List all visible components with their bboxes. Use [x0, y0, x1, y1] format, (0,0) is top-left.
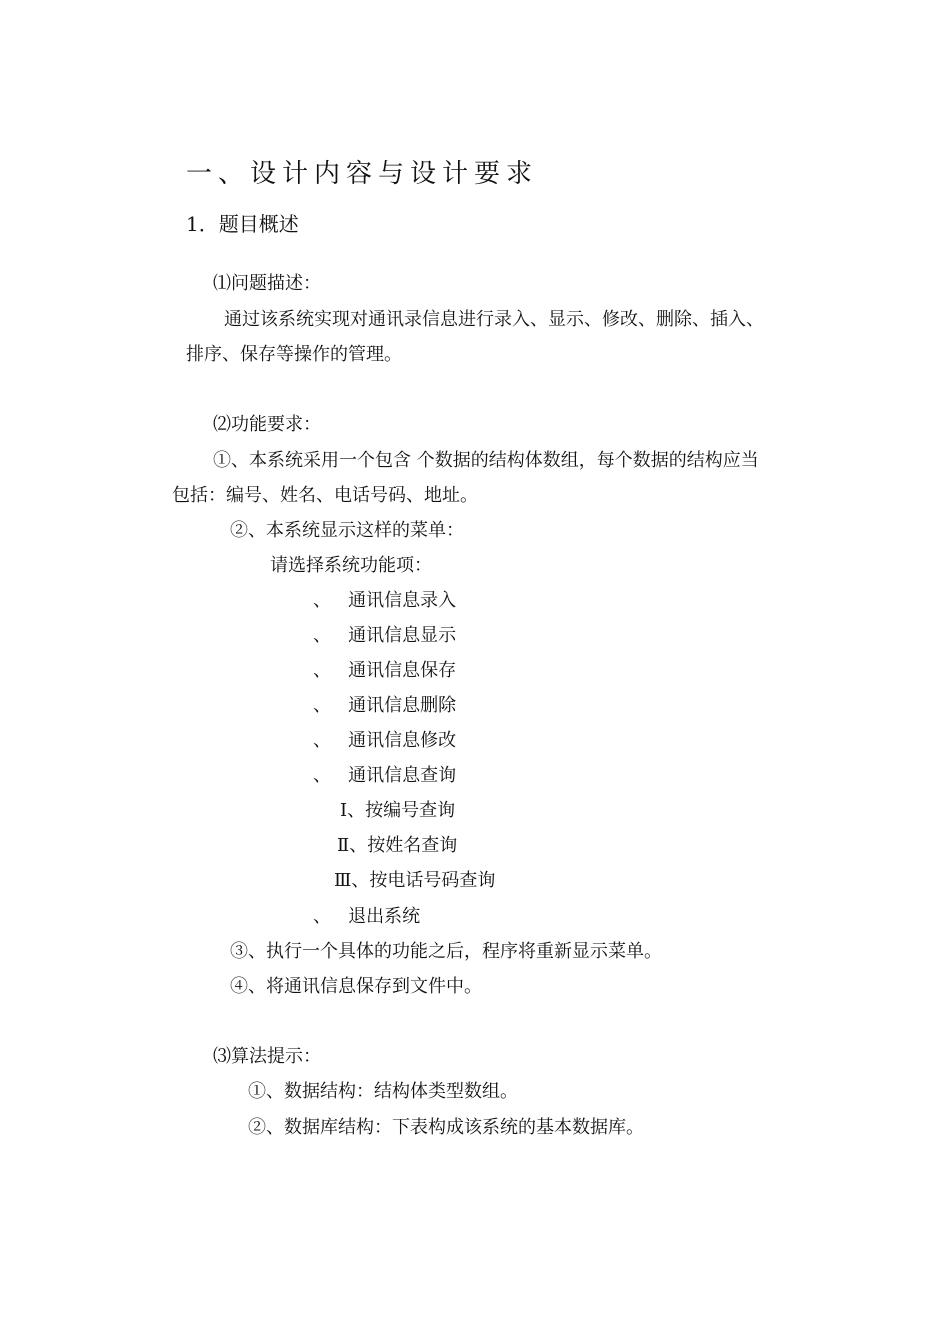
problem-description-line1: 通过该系统实现对通讯录信息进行录入、显示、修改、删除、插入、	[224, 309, 764, 330]
document-title: 一、设计内容与设计要求	[186, 159, 539, 189]
algorithm-hint-2: ②、数据库结构：下表构成该系统的基本数据库。	[248, 1117, 644, 1138]
requirement-2: ②、本系统显示这样的菜单：	[230, 520, 464, 541]
menu-item-modify: 、 通讯信息修改	[313, 730, 457, 751]
menu-item-display: 、 通讯信息显示	[313, 625, 457, 646]
function-requirements-heading: ⑵功能要求：	[213, 414, 321, 435]
requirement-4: ④、将通讯信息保存到文件中。	[230, 976, 482, 997]
menu-item-delete: 、 通讯信息删除	[313, 695, 457, 716]
submenu-item-by-phone: Ⅲ、按电话号码查询	[334, 870, 496, 891]
menu-prompt: 请选择系统功能项：	[270, 555, 432, 576]
section-subtitle: 1．题目概述	[186, 212, 299, 236]
requirement-3: ③、执行一个具体的功能之后，程序将重新显示菜单。	[230, 941, 662, 962]
menu-item-input: 、 通讯信息录入	[313, 590, 457, 611]
menu-item-exit: 、 退出系统	[313, 906, 421, 927]
submenu-item-by-name: Ⅱ、按姓名查询	[337, 835, 458, 856]
menu-item-save: 、 通讯信息保存	[313, 660, 457, 681]
requirement-1-line2: 包括：编号、姓名、电话号码、地址。	[172, 485, 478, 506]
submenu-item-by-id: Ⅰ、按编号查询	[340, 800, 456, 821]
requirement-1-line1: ①、本系统采用一个包含 个数据的结构体数组，每个数据的结构应当	[213, 450, 759, 471]
problem-description-heading: ⑴问题描述：	[213, 273, 321, 294]
menu-item-query: 、 通讯信息查询	[313, 765, 457, 786]
algorithm-hint-1: ①、数据结构：结构体类型数组。	[248, 1081, 518, 1102]
problem-description-line2: 排序、保存等操作的管理。	[186, 344, 402, 365]
algorithm-hints-heading: ⑶算法提示：	[213, 1046, 321, 1067]
